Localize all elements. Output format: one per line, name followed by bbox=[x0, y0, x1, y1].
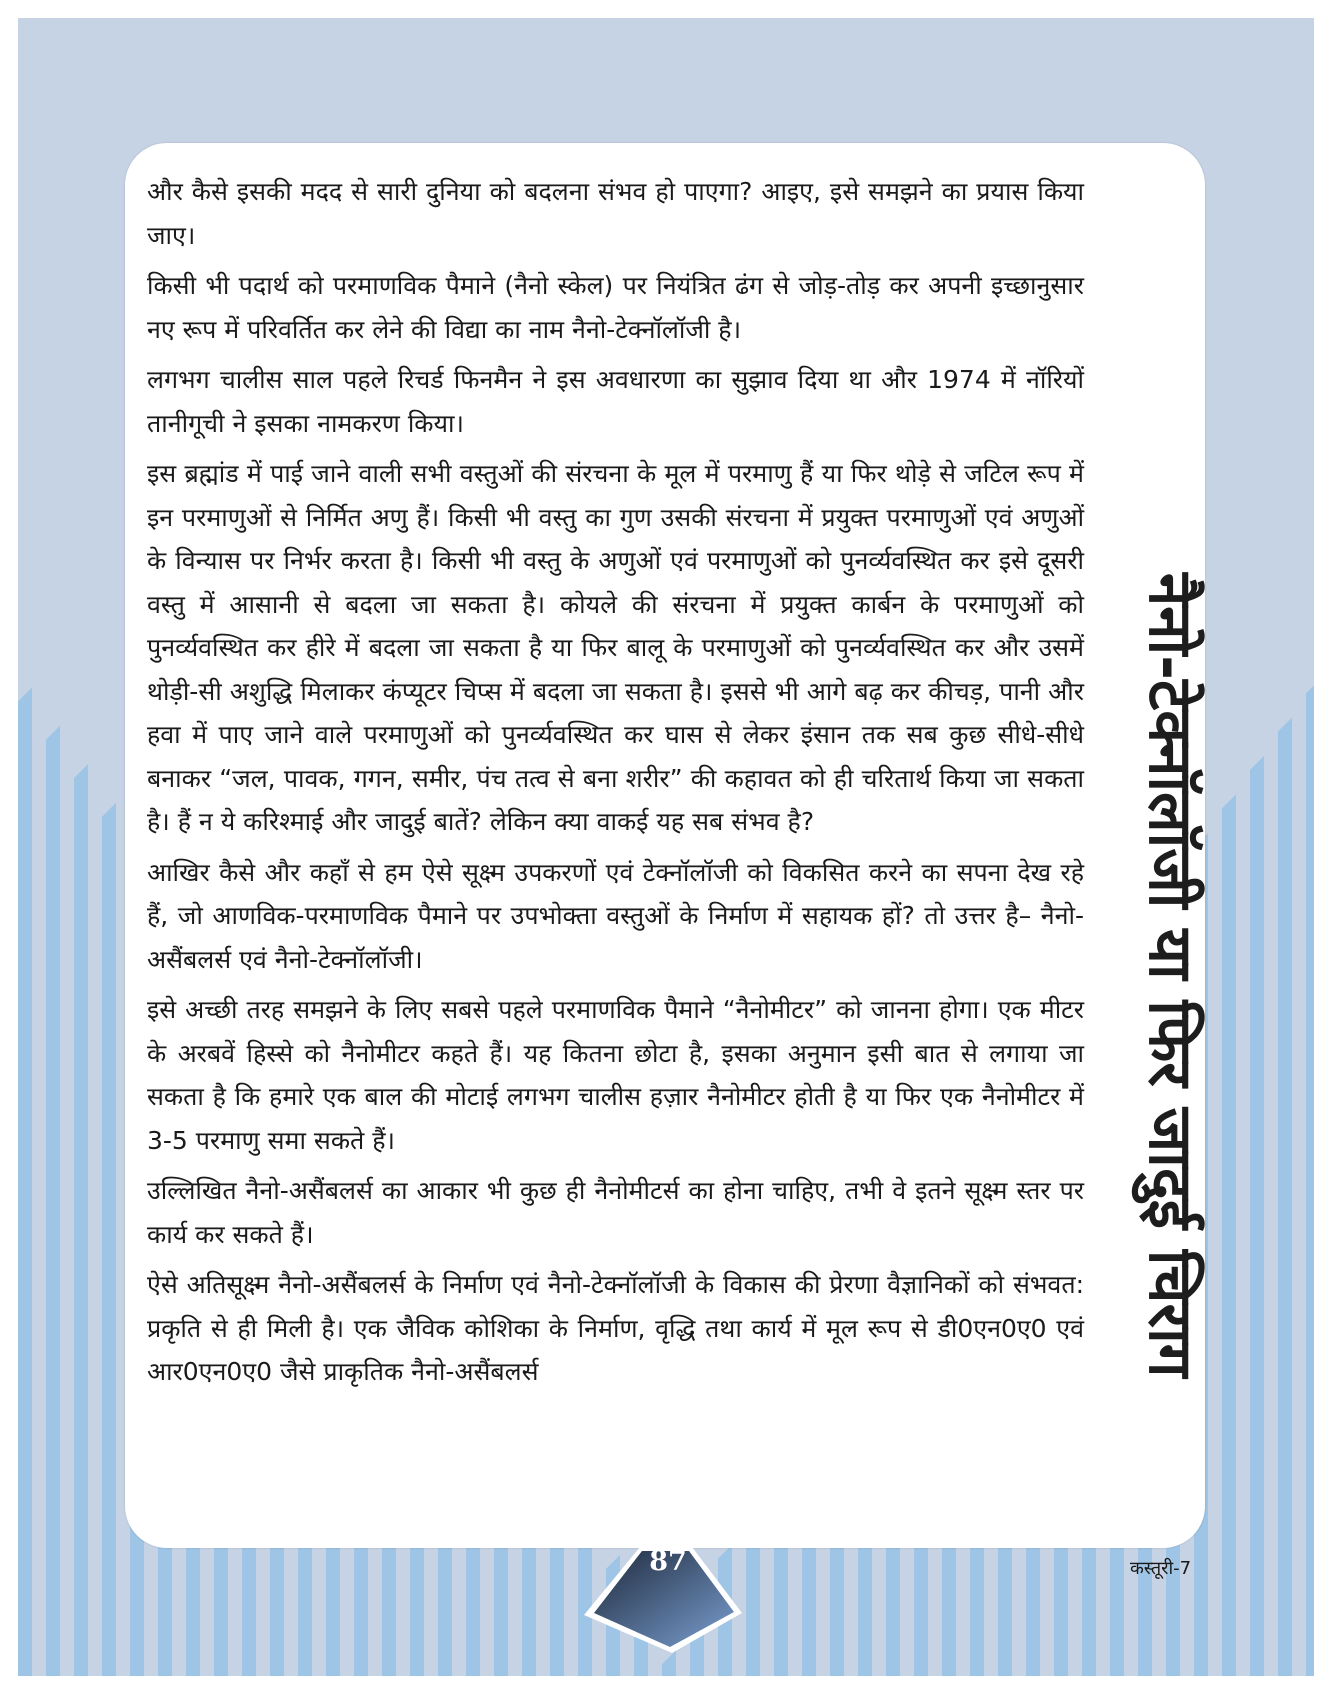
paragraph: किसी भी पदार्थ को परमाणविक पैमाने (नैनो स्केल) पर नियंत्रित ढंग से जोड़-तोड़ कर अपनी इच्छानुसार नए रूप में परिवर्तित कर लेने की विद्या का नाम नैनो-टेक्नॉलॉजी है। bbox=[147, 271, 1084, 344]
background-stripe bbox=[18, 688, 32, 1676]
background-stripe bbox=[74, 764, 88, 1676]
paragraph: आखिर कैसे और कहाँ से हम ऐसे सूक्ष्म उपकरणों एवं टेक्नॉलॉजी को विकसित करने का सपना देख रहे हैं, जो आणविक-परमाणविक पैमाने पर उपभोक्ता वस्तुओं के निर्माण में सहायक हों? तो उत्तर है– नैनो-असैंबलर्स एवं नैनो-टेक्नॉलॉजी। bbox=[147, 857, 1084, 974]
paragraph: लगभग चालीस साल पहले रिचर्ड फिनमैन ने इस अवधारणा का सुझाव दिया था और 1974 में नॉरियों तानीगूची ने इसका नामकरण किया। bbox=[147, 365, 1084, 438]
chapter-title-vertical: नैनो-टेक्नॉलॉजी या फिर जादुई चिराग bbox=[1135, 572, 1205, 1378]
article-body bbox=[147, 170, 1084, 1401]
background-stripe bbox=[102, 803, 116, 1676]
paragraph: उल्लिखित नैनो-असैंबलर्स का आकार भी कुछ ही नैनोमीटर्स का होना चाहिए, तभी वे इतने सूक्ष्म स्तर पर कार्य कर सकते हैं। bbox=[147, 1176, 1084, 1249]
page-number: 87 bbox=[649, 1546, 687, 1577]
paragraph: ऐसे अतिसूक्ष्म नैनो-असैंबलर्स के निर्माण एवं नैनो-टेक्नॉलॉजी के विकास की प्रेरणा वैज्ञानिकों को संभवत: प्रकृति से ही मिली है। एक जैविक कोशिका के निर्माण, वृद्धि तथा कार्य में मूल रूप से डी0एन0ए0 एवं आर0एन0ए0 जैसे प्राकृतिक नैनो-असैंबलर्स bbox=[147, 1270, 1084, 1386]
background-stripe bbox=[1306, 679, 1314, 1676]
book-label: कस्तूरी-7 bbox=[1130, 1558, 1192, 1579]
paragraph: इसे अच्छी तरह समझने के लिए सबसे पहले परमाणविक पैमाने “नैनोमीटर” को जानना होगा। एक मीटर के अरबवें हिस्से को नैनोमीटर कहते हैं। यह कितना छोटा है, इसका अनुमान इसी बात से लगाया जा सकता है कि हमारे एक बाल की मोटाई लगभग चालीस हज़ार नैनोमीटर होती है या फिर एक नैनोमीटर में 3-5 परमाणु समा सकते हैं। bbox=[147, 995, 1084, 1155]
background-stripe bbox=[46, 726, 60, 1676]
paragraph: इस ब्रह्मांड में पाई जाने वाली सभी वस्तुओं की संरचना के मूल में परमाणु हैं या फिर थोड़े से जटिल रूप में इन परमाणुओं से निर्मित अणु हैं। किसी भी वस्तु का गुण उसकी संरचना में प्रयुक्त परमाणुओं एवं अणुओं के विन्यास पर निर्भर करता है। किसी भी वस्तु के अणुओं एवं परमाणुओं को पुनर्व्यवस्थित कर इसे दूसरी वस्तु में आसानी से बदला जा सकता है। कोयले की संरचना में प्रयुक्त कार्बन के परमाणुओं को पुनर्व्यवस्थित कर हीरे में बदला जा सकता है या फिर बालू के परमाणुओं को पुनर्व्यवस्थित कर और उसमें थोड़ी-सी अशुद्धि मिलाकर कंप्यूटर चिप्स में बदला जा सकता है। इससे भी आगे बढ़ कर कीचड़, पानी और हवा में पाए जाने वाले परमाणुओं को पुनर्व्यवस्थित कर घास से लेकर इंसान तक सब कुछ सीधे-सीधे बनाकर “जल, पावक, गगन, समीर, पंच तत्व से बना शरीर” की कहावत को ही चरितार्थ किया जा सकता है। हैं न ये करिश्माई और जादुई बातें? लेकिन क्या वाकई यह सब संभव है? bbox=[147, 459, 1084, 836]
background-stripe bbox=[1222, 794, 1236, 1676]
paragraph: और कैसे इसकी मदद से सारी दुनिया को बदलना संभव हो पाएगा? आइए, इसे समझने का प्रयास किया जाए। bbox=[147, 177, 1084, 250]
background-stripe bbox=[1278, 718, 1292, 1676]
background-stripe bbox=[1250, 756, 1264, 1676]
